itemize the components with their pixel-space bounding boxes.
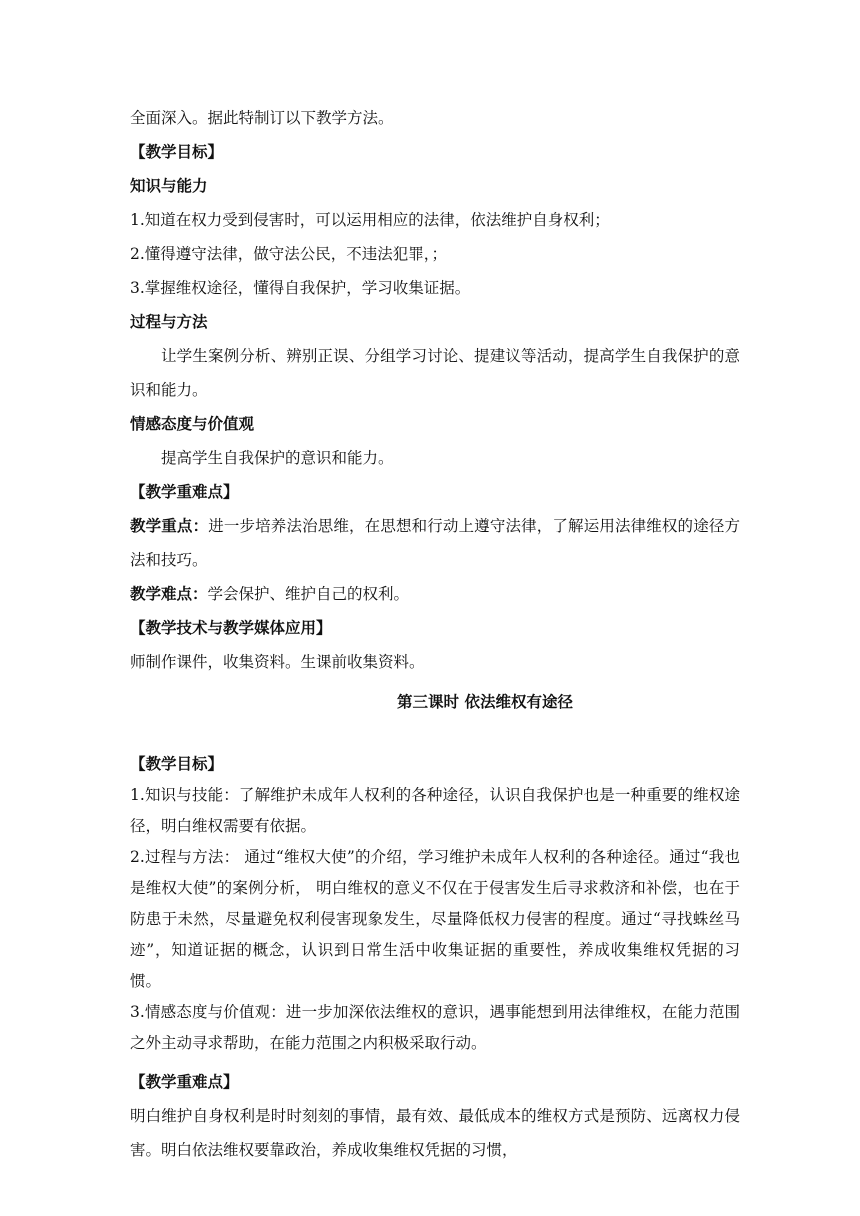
knowledge-heading: 知识与能力 — [130, 177, 208, 195]
intro-line: 全面深入。据此特制订以下教学方法。 — [130, 109, 394, 127]
lesson-keypoints-paragraph: 明白维护自身权利是时时刻刻的事情，最有效、最低成本的维权方式是预防、远离权力侵害。明白依法维权要靠政治，养成收集维权凭据的习惯， — [130, 1107, 740, 1159]
lesson-goal-1: 1.知识与技能：了解维护未成年人权利的各种途径，认识自我保护也是一种重要的维权途径，明白维权需要有依据。 — [130, 786, 740, 835]
keypoints-heading: 【教学重难点】 — [130, 483, 239, 501]
process-paragraph: 让学生案例分析、辨别正误、分组学习讨论、提建议等活动，提高学生自我保护的意识和能力。 — [130, 347, 740, 399]
emotion-heading: 情感态度与价值观 — [130, 415, 255, 433]
lesson-title: 第三课时 依法维权有途径 — [397, 693, 573, 711]
emotion-paragraph: 提高学生自我保护的意识和能力。 — [161, 449, 394, 467]
lesson-goal-3: 3.情感态度与价值观：进一步加深依法维权的意识，遇事能想到用法律维权，在能力范围之外主动寻求帮助，在能力范围之内积极采取行动。 — [130, 1003, 740, 1052]
knowledge-item-1: 1.知道在权力受到侵害时，可以运用相应的法律，依法维护自身权利； — [130, 211, 610, 229]
knowledge-item-2: 2.懂得遵守法律，做守法公民，不违法犯罪，； — [130, 245, 448, 263]
key-point-paragraph — [130, 509, 740, 577]
goals-heading: 【教学目标】 — [130, 143, 224, 161]
difficulty-label: 教学难点： — [130, 585, 208, 603]
lesson-goal-2: 2.过程与方法： 通过“维权大使”的介绍，学习维护未成年人权利的各种途径。通过“我也是维权大使”的案例分析， 明白维权的意义不仅在于侵害发生后寻求救济和补偿，也在于防患于未然，尽量避免权利侵害现象发生，尽量降低权力侵害的程度。通过“寻找蛛丝马迹”，知道证据的概念，认识到日常生活中收集证据的重要性，养成收集维权凭据的习惯。 — [130, 848, 740, 990]
knowledge-item-3: 3.掌握维权途径，懂得自我保护，学习收集证据。 — [130, 279, 471, 297]
process-heading: 过程与方法 — [130, 313, 208, 331]
document-page — [130, 101, 740, 1167]
lesson-goals-heading: 【教学目标】 — [130, 755, 224, 773]
difficulty-paragraph — [130, 577, 740, 611]
key-point-label: 教学重点： — [130, 517, 209, 535]
media-heading: 【教学技术与教学媒体应用】 — [130, 619, 332, 637]
media-text: 师制作课件，收集资料。生课前收集资料。 — [130, 653, 425, 671]
lesson-keypoints-heading: 【教学重难点】 — [130, 1073, 239, 1091]
key-point-text: 进一步培养法治思维，在思想和行动上遵守法律，了解运用法律维权的途径方法和技巧。 — [130, 517, 740, 569]
difficulty-text: 学会保护、维护自己的权利。 — [207, 585, 410, 603]
